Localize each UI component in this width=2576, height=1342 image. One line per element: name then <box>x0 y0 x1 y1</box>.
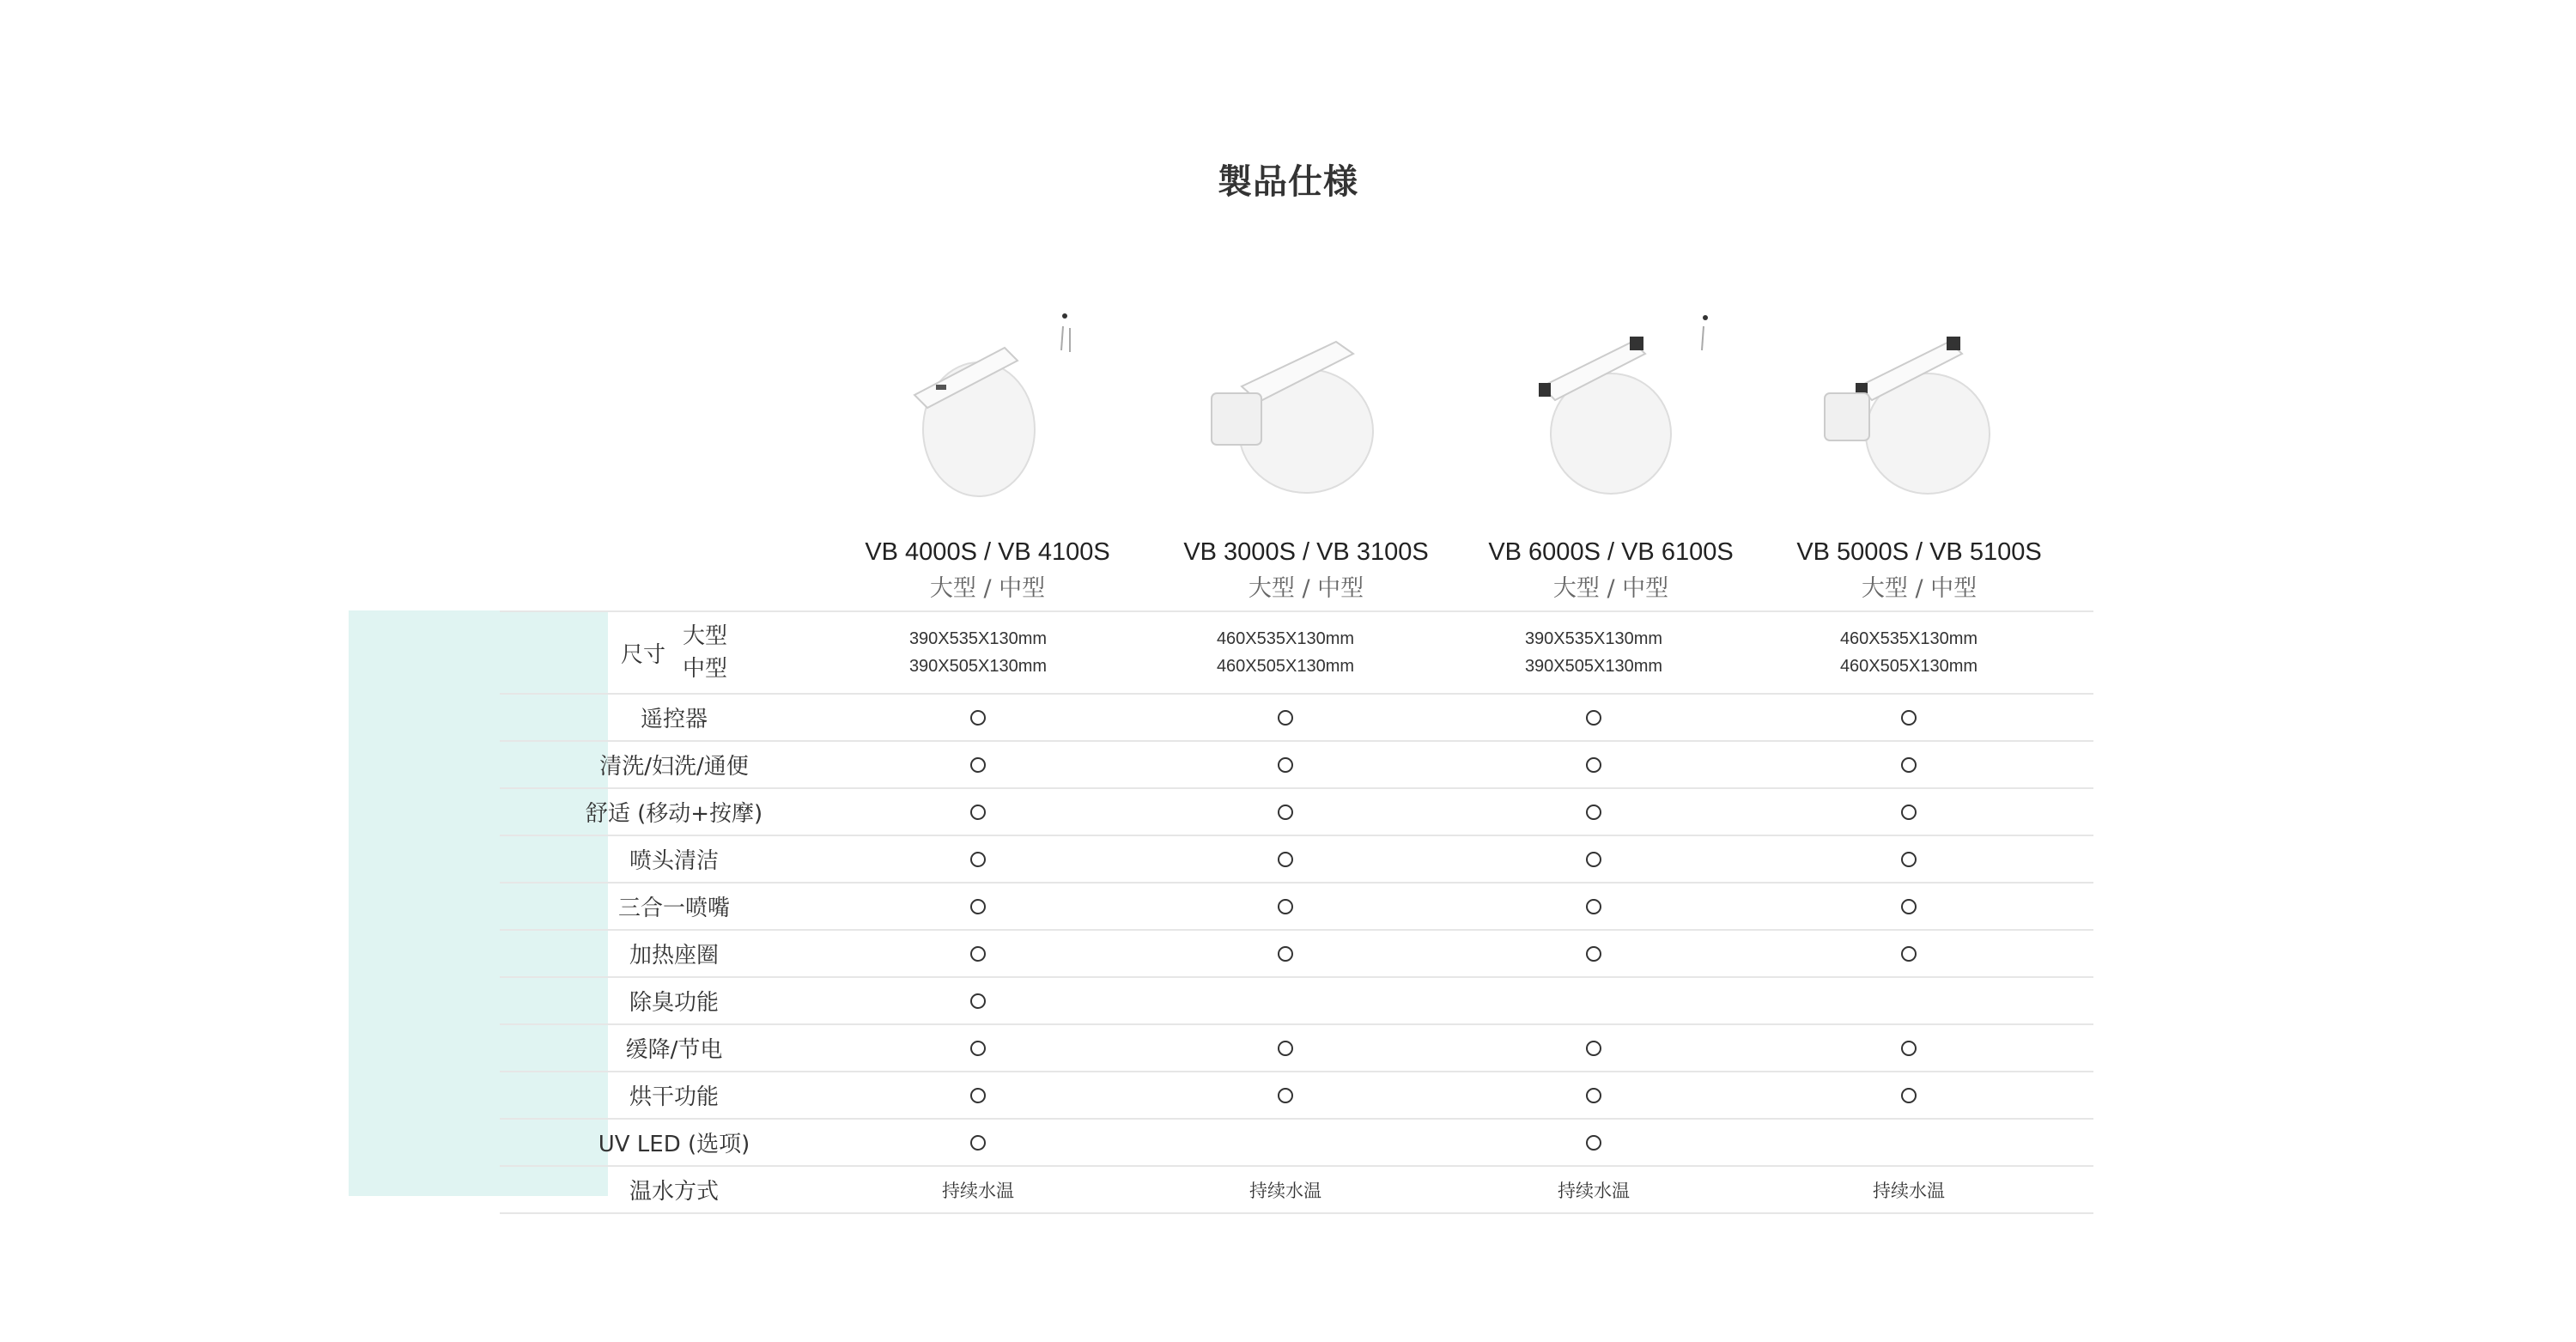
feature-available-cell <box>1108 884 1463 929</box>
circle-icon <box>1586 1088 1601 1103</box>
product-card <box>1473 301 1748 610</box>
product-size: 大型 / 中型 <box>1248 575 1364 602</box>
product-model: VB 6000S / VB 6100S <box>1488 538 1734 566</box>
feature-available-cell <box>1724 742 2093 787</box>
circle-icon <box>1901 1041 1917 1056</box>
feature-available-cell <box>848 789 1108 835</box>
feature-empty-cell <box>1724 978 2093 1023</box>
feature-available-cell <box>1108 695 1463 740</box>
circle-icon <box>970 993 986 1009</box>
feature-available-cell <box>848 1120 1108 1165</box>
feature-available-cell <box>1108 789 1463 835</box>
dimension-label: 尺寸 <box>620 641 665 668</box>
product-size: 大型 / 中型 <box>1552 575 1669 602</box>
feature-empty-cell <box>1108 978 1463 1023</box>
feature-available-cell <box>1463 695 1724 740</box>
row-label: 温水方式 <box>629 1179 719 1205</box>
circle-icon <box>1901 899 1917 914</box>
table-row <box>500 929 2093 976</box>
dimension-medium: 390X505X130mm <box>1524 657 1663 676</box>
circle-icon <box>1901 805 1917 820</box>
row-label: 舒适 (移动+按摩) <box>585 801 763 827</box>
product-size: 大型 / 中型 <box>1861 575 1978 602</box>
circle-icon <box>1586 899 1601 914</box>
dimension-large: 390X535X130mm <box>908 629 1048 648</box>
dimension-cell <box>1108 612 1463 693</box>
feature-available-cell <box>848 836 1108 882</box>
feature-text-cell: 持续水温 <box>1558 1180 1630 1201</box>
feature-available-cell <box>1724 836 2093 882</box>
feature-available-cell <box>1108 742 1463 787</box>
circle-icon <box>1901 757 1917 773</box>
table-row <box>500 835 2093 882</box>
row-label: 三合一喷嘴 <box>617 896 730 921</box>
feature-available-cell <box>848 1025 1108 1071</box>
circle-icon <box>1278 1088 1293 1103</box>
table-row <box>500 1071 2093 1118</box>
feature-available-cell <box>848 978 1108 1023</box>
feature-empty-cell <box>1724 1120 2093 1165</box>
circle-icon <box>1586 1041 1601 1056</box>
dimension-medium: 460X505X130mm <box>1216 657 1355 676</box>
feature-available-cell <box>1463 1025 1724 1071</box>
feature-text-cell: 持续水温 <box>942 1180 1014 1201</box>
feature-text-cell: 持续水温 <box>1873 1180 1945 1201</box>
feature-empty-cell <box>1108 1120 1463 1165</box>
dimension-medium: 460X505X130mm <box>1839 657 1978 676</box>
circle-icon <box>970 1088 986 1103</box>
bidet-seat-image <box>1491 301 1731 524</box>
feature-empty-cell <box>1463 978 1724 1023</box>
circle-icon <box>1586 852 1601 867</box>
feature-available-cell <box>1724 884 2093 929</box>
row-label: 遥控器 <box>640 707 708 732</box>
feature-available-cell <box>1108 836 1463 882</box>
dimension-large: 390X535X130mm <box>1524 629 1663 648</box>
product-model: VB 4000S / VB 4100S <box>865 538 1110 566</box>
circle-icon <box>1278 805 1293 820</box>
circle-icon <box>1278 946 1293 962</box>
bidet-seat-image <box>1799 301 2039 524</box>
product-card <box>850 301 1125 610</box>
product-model: VB 5000S / VB 5100S <box>1796 538 2042 566</box>
table-row <box>500 787 2093 835</box>
feature-text-cell: 持续水温 <box>1249 1180 1321 1201</box>
table-row <box>500 693 2093 740</box>
spec-table <box>500 610 2093 1214</box>
feature-available-cell <box>1463 1120 1724 1165</box>
table-row <box>500 1118 2093 1165</box>
feature-available-cell <box>1724 931 2093 976</box>
table-row <box>500 976 2093 1023</box>
dimension-cell <box>1724 612 2093 693</box>
circle-icon <box>1586 805 1601 820</box>
circle-icon <box>970 757 986 773</box>
feature-available-cell <box>1724 789 2093 835</box>
circle-icon <box>1586 1135 1601 1151</box>
row-label: 加热座圈 <box>629 943 719 969</box>
bidet-seat-image <box>1186 301 1426 524</box>
feature-available-cell <box>1108 1025 1463 1071</box>
product-card <box>1782 301 2057 610</box>
circle-icon <box>1586 946 1601 962</box>
circle-icon <box>1901 1088 1917 1103</box>
circle-icon <box>1278 757 1293 773</box>
feature-available-cell <box>1463 884 1724 929</box>
page-title: 製品仕様 <box>1218 162 1358 202</box>
row-label: 缓降/节电 <box>625 1037 723 1063</box>
circle-icon <box>1586 710 1601 726</box>
feature-available-cell <box>848 931 1108 976</box>
dimension-cell <box>848 612 1108 693</box>
feature-available-cell <box>848 884 1108 929</box>
feature-available-cell <box>1463 742 1724 787</box>
row-label: 烘干功能 <box>629 1084 719 1110</box>
feature-available-cell <box>1463 789 1724 835</box>
bidet-seat-image <box>867 301 1108 524</box>
dimension-large: 460X535X130mm <box>1216 629 1355 648</box>
product-card <box>1169 301 1443 610</box>
row-label <box>500 612 848 693</box>
table-row-dimensions <box>500 610 2093 693</box>
circle-icon <box>1278 710 1293 726</box>
circle-icon <box>970 946 986 962</box>
circle-icon <box>970 1135 986 1151</box>
feature-available-cell <box>1108 1072 1463 1118</box>
size-medium-label: 中型 <box>683 656 728 682</box>
dimension-cell <box>1463 612 1724 693</box>
circle-icon <box>970 899 986 914</box>
row-label: 喷头清洁 <box>629 848 719 874</box>
feature-available-cell <box>848 1072 1108 1118</box>
feature-available-cell <box>1463 931 1724 976</box>
circle-icon <box>970 805 986 820</box>
feature-available-cell <box>1463 836 1724 882</box>
dimension-medium: 390X505X130mm <box>908 657 1048 676</box>
feature-available-cell <box>1463 1072 1724 1118</box>
feature-available-cell <box>848 742 1108 787</box>
product-model: VB 3000S / VB 3100S <box>1183 538 1429 566</box>
feature-available-cell <box>1724 695 2093 740</box>
circle-icon <box>970 1041 986 1056</box>
feature-available-cell <box>1724 1072 2093 1118</box>
row-label: 清洗/妇洗/通便 <box>599 754 749 780</box>
feature-available-cell <box>1724 1025 2093 1071</box>
dimension-large: 460X535X130mm <box>1839 629 1978 648</box>
circle-icon <box>970 852 986 867</box>
circle-icon <box>970 710 986 726</box>
feature-available-cell <box>848 695 1108 740</box>
circle-icon <box>1278 899 1293 914</box>
table-row <box>500 1165 2093 1214</box>
product-images-row <box>0 301 2576 610</box>
product-size: 大型 / 中型 <box>929 575 1046 602</box>
feature-available-cell <box>1108 931 1463 976</box>
circle-icon <box>1901 710 1917 726</box>
circle-icon <box>1278 1041 1293 1056</box>
circle-icon <box>1901 852 1917 867</box>
table-row <box>500 740 2093 787</box>
row-label: 除臭功能 <box>629 990 719 1016</box>
circle-icon <box>1586 757 1601 773</box>
table-row <box>500 1023 2093 1071</box>
table-row <box>500 882 2093 929</box>
row-label: UV LED (选项) <box>598 1132 750 1157</box>
circle-icon <box>1278 852 1293 867</box>
size-large-label: 大型 <box>683 623 728 649</box>
circle-icon <box>1901 946 1917 962</box>
